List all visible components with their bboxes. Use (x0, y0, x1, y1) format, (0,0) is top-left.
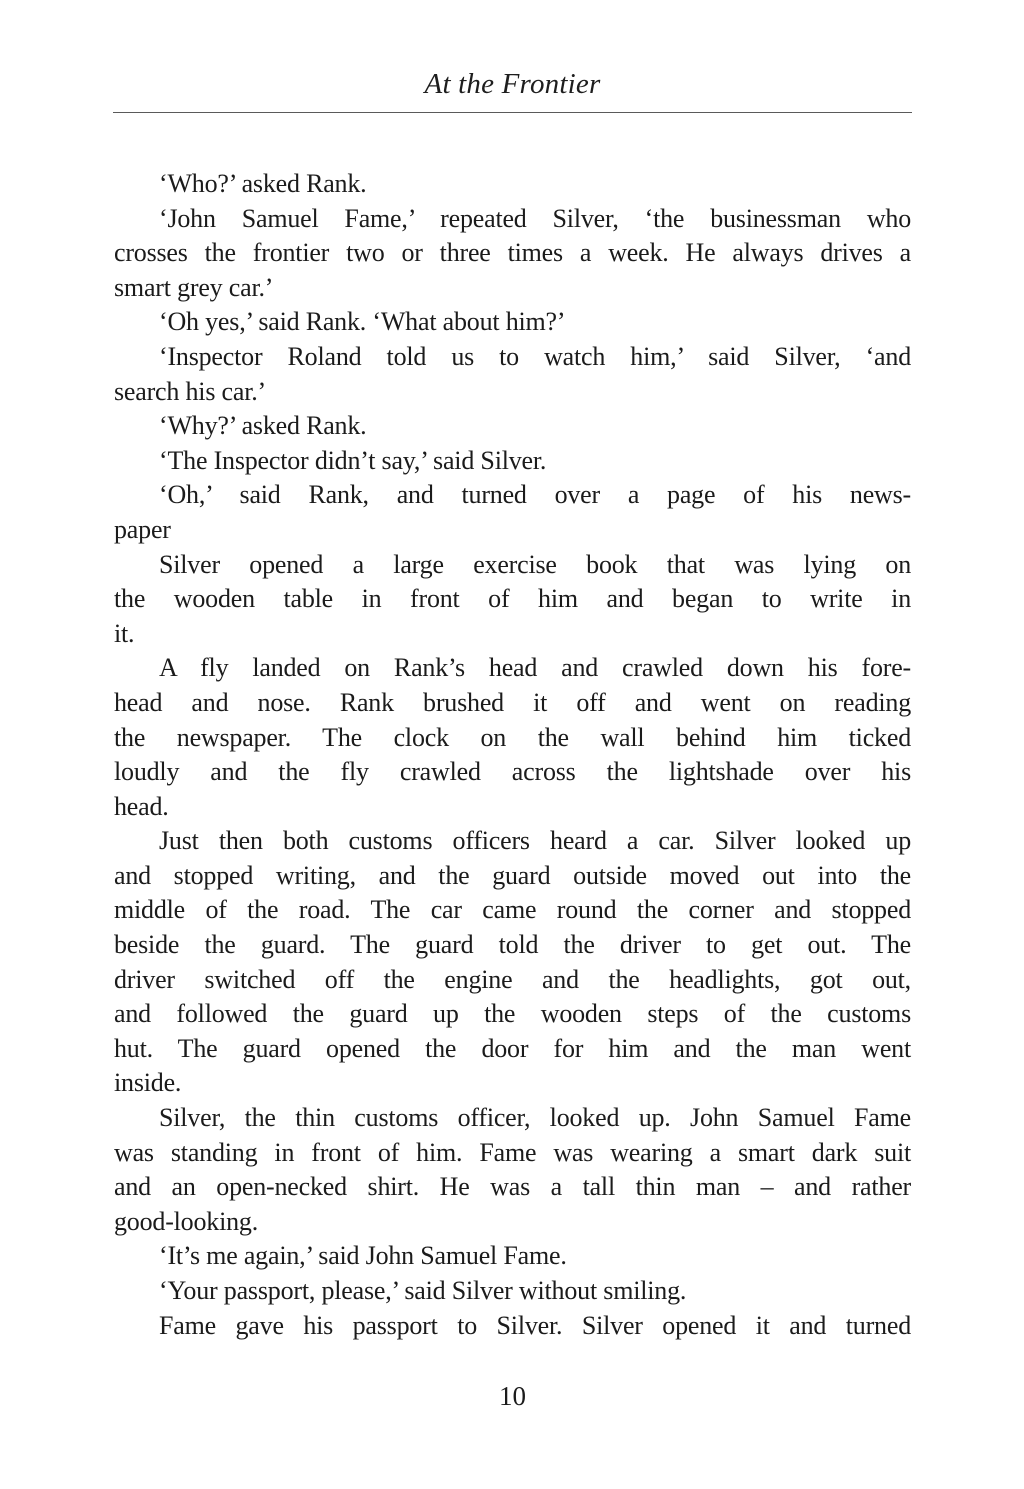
body-text (114, 167, 911, 1343)
paragraph (114, 1239, 911, 1274)
text-line: inside. (114, 1068, 182, 1098)
paragraph (114, 478, 911, 547)
paragraph (114, 444, 911, 479)
header-rule-divider (113, 112, 912, 113)
page-number: 10 (499, 1381, 526, 1411)
text-line: it. (114, 618, 135, 648)
text-line: and followed the guard up the wooden steps of the customs (114, 999, 911, 1029)
text-line: ‘John Samuel Fame,’ repeated Silver, ‘the businessman who (159, 203, 911, 233)
text-line: head and nose. Rank brushed it off and went on reading (114, 687, 911, 717)
text-line: ‘It’s me again,’ said John Samuel Fame. (159, 1241, 567, 1271)
text-line: search his car.’ (114, 376, 267, 406)
text-line: Fame gave his passport to Silver. Silver opened it and turned (159, 1310, 911, 1340)
text-line: ‘The Inspector didn’t say,’ said Silver. (159, 445, 547, 475)
paragraph (114, 1309, 911, 1344)
paragraph (114, 824, 911, 1101)
paragraph (114, 202, 911, 306)
paragraph (114, 1101, 911, 1239)
paragraph (114, 305, 911, 340)
paragraph (114, 548, 911, 652)
text-line: Just then both customs officers heard a car. Silver looked up (159, 826, 911, 856)
text-line: ‘Oh,’ said Rank, and turned over a page of his news- (159, 480, 911, 510)
text-line: and an open-necked shirt. He was a tall thin man – and rather (114, 1172, 911, 1202)
paragraph (114, 409, 911, 444)
text-line: Silver opened a large exercise book that was lying on (159, 549, 911, 579)
paragraph (114, 340, 911, 409)
text-line: A fly landed on Rank’s head and crawled down his fore- (159, 653, 911, 683)
text-line: good-looking. (114, 1206, 259, 1236)
paragraph (114, 167, 911, 202)
text-line: ‘Inspector Roland told us to watch him,’ said Silver, ‘and (159, 341, 911, 371)
text-line: hut. The guard opened the door for him and the man went (114, 1033, 911, 1063)
text-line: middle of the road. The car came round the corner and stopped (114, 895, 911, 925)
paragraph (114, 651, 911, 824)
chapter-header: At the Frontier (424, 68, 601, 100)
text-line: ‘Why?’ asked Rank. (159, 411, 367, 441)
text-line: the newspaper. The clock on the wall behind him ticked (114, 722, 911, 752)
text-line: crosses the frontier two or three times a week. He always drives a (114, 238, 911, 268)
text-line: was standing in front of him. Fame was wearing a smart dark suit (114, 1137, 911, 1167)
text-line: beside the guard. The guard told the driver to get out. The (114, 930, 911, 960)
text-line: and stopped writing, and the guard outside moved out into the (114, 860, 911, 890)
text-line: paper (114, 514, 171, 544)
text-line: smart grey car.’ (114, 272, 274, 302)
text-line: Silver, the thin customs officer, looked up. John Samuel Fame (159, 1103, 911, 1133)
text-line: the wooden table in front of him and began to write in (114, 584, 911, 614)
text-line: ‘Oh yes,’ said Rank. ‘What about him?’ (159, 307, 566, 337)
text-line: ‘Who?’ asked Rank. (159, 169, 367, 198)
paragraph (114, 1274, 911, 1309)
text-line: driver switched off the engine and the headlights, got out, (114, 964, 911, 994)
text-line: head. (114, 791, 169, 821)
text-line: ‘Your passport, please,’ said Silver without smiling. (159, 1276, 687, 1305)
text-line: loudly and the fly crawled across the lightshade over his (114, 757, 911, 787)
